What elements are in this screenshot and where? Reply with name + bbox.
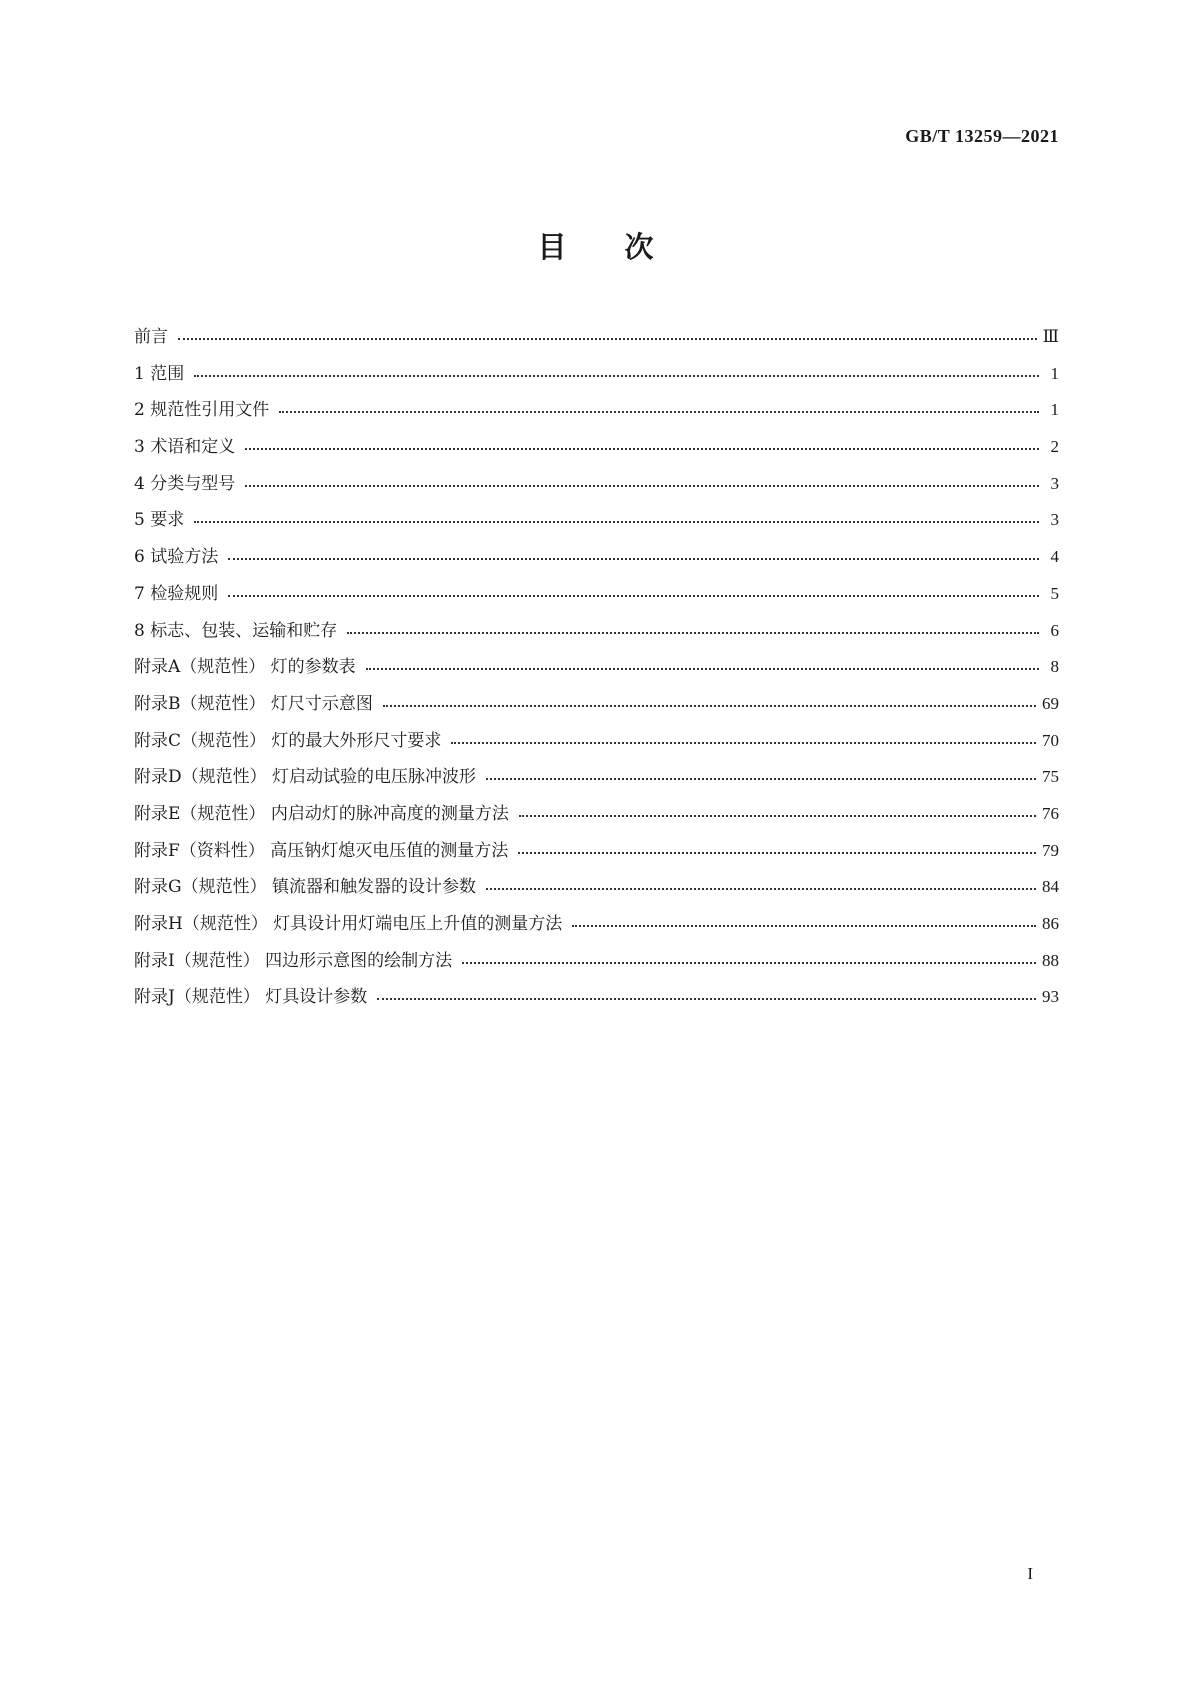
toc-entry[interactable]	[134, 469, 1059, 506]
toc-entry-label: 5 要求	[134, 510, 185, 531]
table-of-contents	[134, 322, 1059, 1019]
toc-entry[interactable]	[134, 359, 1059, 396]
toc-entry-page: 2	[1050, 437, 1059, 457]
toc-entry[interactable]	[134, 616, 1059, 653]
toc-entry-page: 86	[1042, 914, 1059, 933]
toc-dot-leader	[519, 802, 1036, 819]
toc-entry-label: 附录E（规范性） 内启动灯的脉冲高度的测量方法	[134, 803, 509, 824]
toc-dot-leader	[228, 582, 1039, 599]
toc-entry[interactable]	[134, 946, 1059, 983]
toc-entry-page: 79	[1042, 840, 1059, 860]
toc-entry[interactable]	[134, 579, 1059, 616]
toc-entry[interactable]	[134, 542, 1059, 579]
toc-entry-label: 7 检验规则	[134, 583, 219, 604]
toc-entry[interactable]	[134, 726, 1059, 763]
toc-entry-label: 6 试验方法	[134, 547, 219, 568]
toc-entry-page: 88	[1042, 950, 1059, 970]
toc-entry[interactable]	[134, 762, 1059, 799]
toc-dot-leader	[245, 435, 1039, 452]
toc-entry[interactable]	[134, 799, 1059, 836]
toc-entry-label: 2 规范性引用文件	[134, 400, 270, 421]
toc-dot-leader	[366, 655, 1039, 672]
toc-entry-label: 附录I（规范性） 四边形示意图的绘制方法	[134, 950, 453, 971]
toc-dot-leader	[462, 949, 1036, 966]
toc-entry-label: 3 术语和定义	[134, 437, 236, 458]
toc-entry-page: Ⅲ	[1042, 327, 1059, 346]
toc-entry-page: 84	[1042, 877, 1059, 897]
toc-entry-page: 6	[1050, 620, 1059, 640]
page-number: I	[1027, 1564, 1033, 1583]
toc-dot-leader	[347, 619, 1039, 636]
toc-entry-page: 4	[1050, 547, 1059, 567]
toc-entry[interactable]	[134, 909, 1059, 946]
toc-entry-page: 5	[1050, 583, 1059, 603]
toc-dot-leader	[451, 729, 1036, 746]
toc-entry-page: 3	[1050, 510, 1059, 530]
toc-entry-label: 附录H（规范性） 灯具设计用灯端电压上升值的测量方法	[134, 914, 563, 934]
toc-entry[interactable]	[134, 432, 1059, 469]
toc-entry[interactable]	[134, 395, 1059, 432]
toc-entry-page: 8	[1050, 657, 1059, 677]
toc-entry-label: 附录D（规范性） 灯启动试验的电压脉冲波形	[134, 767, 477, 788]
toc-entry-page: 70	[1042, 730, 1059, 750]
toc-entry-label: 附录F（资料性） 高压钠灯熄灭电压值的测量方法	[134, 840, 509, 861]
toc-dot-leader	[377, 985, 1036, 1002]
toc-entry[interactable]	[134, 982, 1059, 1019]
toc-entry[interactable]	[134, 652, 1059, 689]
toc-dot-leader	[518, 839, 1036, 856]
toc-entry-label: 前言	[134, 327, 168, 347]
page-title: 目次	[537, 230, 712, 264]
toc-entry-label: 附录B（规范性） 灯尺寸示意图	[134, 693, 373, 714]
toc-dot-leader	[194, 508, 1039, 525]
toc-entry-page: 75	[1042, 767, 1059, 787]
toc-entry-label: 4 分类与型号	[134, 473, 236, 494]
toc-entry[interactable]	[134, 872, 1059, 909]
toc-entry-label: 附录A（规范性） 灯的参数表	[134, 657, 356, 678]
toc-entry-label: 8 标志、包装、运输和贮存	[134, 620, 338, 641]
toc-entry-page: 3	[1050, 473, 1059, 493]
toc-entry-page: 76	[1042, 803, 1059, 823]
toc-dot-leader	[279, 398, 1039, 415]
standard-number: GB/T 13259—2021	[905, 126, 1059, 146]
toc-dot-leader	[383, 692, 1036, 709]
toc-entry-label: 附录C（规范性） 灯的最大外形尺寸要求	[134, 730, 442, 751]
toc-entry-page: 1	[1050, 363, 1059, 383]
toc-dot-leader	[486, 875, 1036, 892]
toc-entry[interactable]	[134, 505, 1059, 542]
toc-entry[interactable]	[134, 836, 1059, 873]
toc-entry-page: 93	[1042, 987, 1059, 1007]
toc-entry-label: 1 范围	[134, 363, 185, 384]
toc-entry-page: 1	[1050, 400, 1059, 420]
toc-entry-page: 69	[1042, 693, 1059, 713]
toc-dot-leader	[572, 912, 1036, 929]
toc-entry-label: 附录J（规范性） 灯具设计参数	[134, 987, 368, 1008]
toc-entry[interactable]	[134, 689, 1059, 726]
toc-dot-leader	[486, 765, 1036, 782]
toc-dot-leader	[178, 325, 1037, 342]
toc-dot-leader	[245, 472, 1039, 489]
toc-dot-leader	[228, 545, 1039, 562]
toc-entry-label: 附录G（规范性） 镇流器和触发器的设计参数	[134, 877, 476, 898]
toc-entry[interactable]	[134, 322, 1059, 359]
toc-dot-leader	[194, 362, 1039, 379]
